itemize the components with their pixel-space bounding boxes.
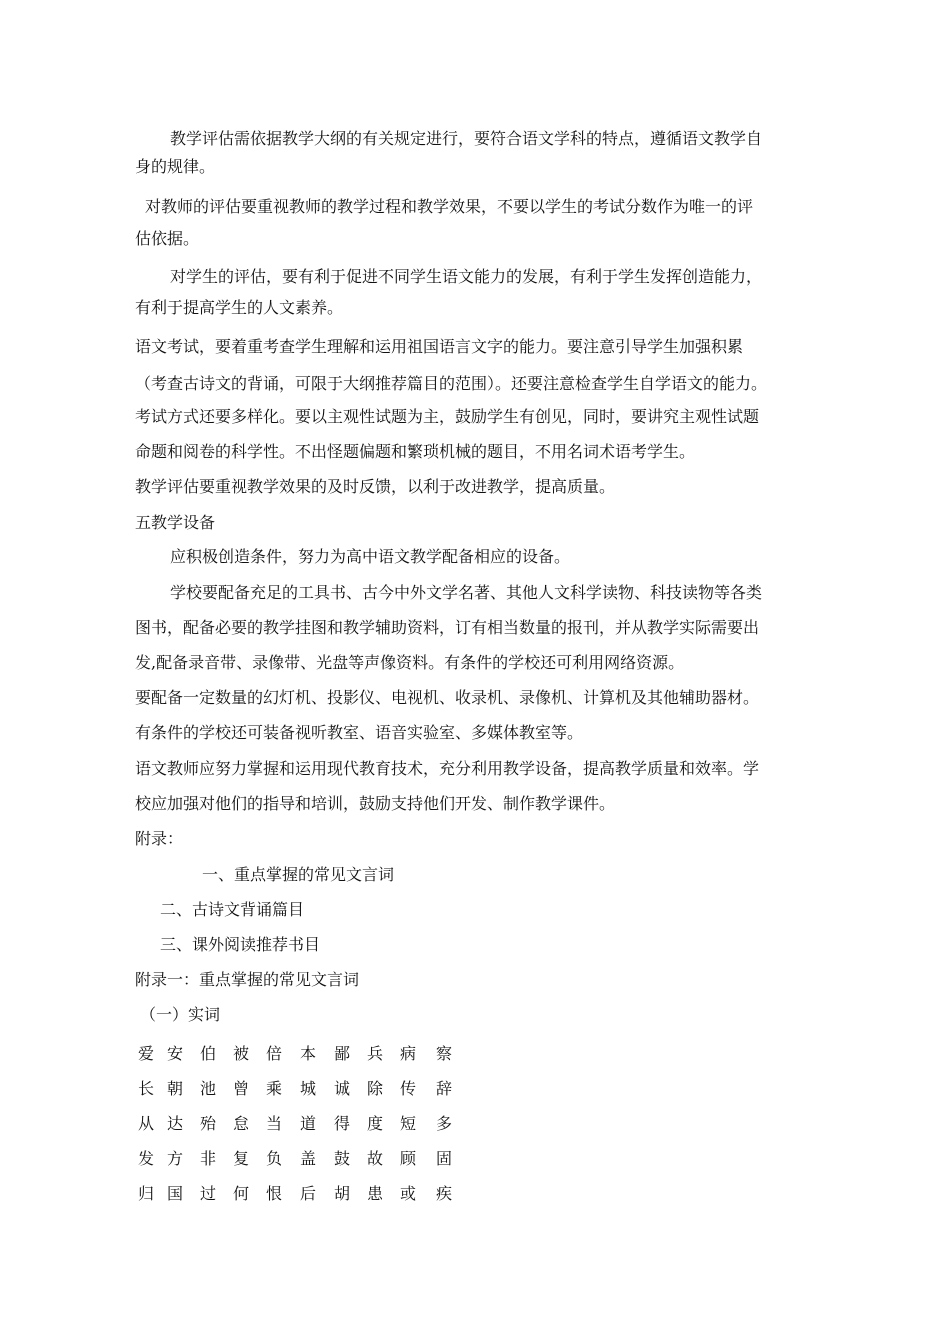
word-char: 发 <box>137 1149 154 1168</box>
word-char: 爱 <box>137 1044 154 1063</box>
word-char: 患 <box>366 1184 383 1203</box>
word-char: 从 <box>137 1114 154 1133</box>
word-char: 诚 <box>333 1079 350 1098</box>
word-char: 鄙 <box>333 1044 350 1063</box>
paragraph-line: 应积极创造条件，努力为高中语文教学配备相应的设备。 <box>170 547 571 566</box>
word-char: 伯 <box>199 1044 216 1063</box>
word-char: 达 <box>166 1114 183 1133</box>
word-char: 怠 <box>232 1114 249 1133</box>
word-char: 非 <box>199 1149 216 1168</box>
word-char: 方 <box>166 1149 183 1168</box>
word-char: 盖 <box>299 1149 316 1168</box>
appendix-title: 附录一：重点掌握的常见文言词 <box>135 970 360 989</box>
word-char: 多 <box>435 1114 452 1133</box>
word-char: 胡 <box>333 1184 350 1203</box>
word-char: 鼓 <box>333 1149 350 1168</box>
word-char: 兵 <box>366 1044 383 1063</box>
word-char: 乘 <box>265 1079 282 1098</box>
word-char: 长 <box>137 1079 154 1098</box>
word-char: 归 <box>137 1184 154 1203</box>
word-char: 疾 <box>435 1184 452 1203</box>
word-char: 何 <box>232 1184 249 1203</box>
word-char: 或 <box>399 1184 416 1203</box>
word-char: 得 <box>333 1114 350 1133</box>
paragraph-line: 校应加强对他们的指导和培训，鼓励支持他们开发、制作教学课件。 <box>135 794 616 813</box>
paragraph-line: 发,配备录音带、录像带、光盘等声像资料。有条件的学校还可利用网络资源。 <box>135 653 685 672</box>
word-char: 察 <box>435 1044 452 1063</box>
word-char: 病 <box>399 1044 416 1063</box>
paragraph-line: 语文教师应努力掌握和运用现代教育技术，充分利用教学设备，提高教学质量和效率。学 <box>135 759 760 778</box>
appendix-heading: 附录： <box>135 829 184 848</box>
word-char: 殆 <box>199 1114 216 1133</box>
word-char: 固 <box>435 1149 452 1168</box>
word-char: 安 <box>166 1044 183 1063</box>
word-char: 道 <box>299 1114 316 1133</box>
word-char: 过 <box>199 1184 216 1203</box>
paragraph-line: 学校要配备充足的工具书、古今中外文学名著、其他人文科学读物、科技读物等各类 <box>170 583 763 602</box>
paragraph-line: 估依据。 <box>135 229 200 248</box>
paragraph-line: 对教师的评估要重视教师的教学过程和教学效果，不要以学生的考试分数作为唯一的评 <box>145 197 754 216</box>
word-char: 倍 <box>265 1044 282 1063</box>
word-char: 本 <box>299 1044 316 1063</box>
word-char: 复 <box>232 1149 249 1168</box>
word-char: 故 <box>366 1149 383 1168</box>
word-char: 朝 <box>166 1079 183 1098</box>
paragraph-line: 考试方式还要多样化。要以主观性试题为主，鼓励学生有创见，同时，要讲究主观性试题 <box>135 407 760 426</box>
word-char: 顾 <box>399 1149 416 1168</box>
paragraph-line: 图书，配备必要的教学挂图和教学辅助资料，订有相当数量的报刊，并从教学实际需要出 <box>135 618 760 637</box>
paragraph-line: 语文考试，要着重考查学生理解和运用祖国语言文字的能力。要注意引导学生加强积累 <box>135 337 744 356</box>
appendix-item: 三、课外阅读推荐书目 <box>160 935 321 954</box>
word-char: 负 <box>265 1149 282 1168</box>
word-char: 曾 <box>232 1079 249 1098</box>
paragraph-line: 有利于提高学生的人文素养。 <box>135 298 344 317</box>
appendix-item: 二、古诗文背诵篇目 <box>160 900 305 919</box>
paragraph-line: 要配备一定数量的幻灯机、投影仪、电视机、收录机、录像机、计算机及其他辅助器材。 <box>135 688 760 707</box>
word-char: 后 <box>299 1184 316 1203</box>
paragraph-line: 教学评估要重视教学效果的及时反馈，以利于改进教学，提高质量。 <box>135 477 616 496</box>
section-heading: 五教学设备 <box>135 513 216 532</box>
paragraph-line: 命题和阅卷的科学性。不出怪题偏题和繁琐机械的题目，不用名词术语考学生。 <box>135 442 696 461</box>
word-char: 池 <box>199 1079 216 1098</box>
word-char: 当 <box>265 1114 282 1133</box>
word-char: 短 <box>399 1114 416 1133</box>
word-char: 恨 <box>265 1184 282 1203</box>
word-char: 除 <box>366 1079 383 1098</box>
word-char: 辞 <box>435 1079 452 1098</box>
word-char: 国 <box>166 1184 183 1203</box>
appendix-item: 一、重点掌握的常见文言词 <box>202 865 395 884</box>
paragraph-line: 教学评估需依据教学大纲的有关规定进行，要符合语文学科的特点，遵循语文教学自 <box>170 129 763 148</box>
word-char: 城 <box>299 1079 316 1098</box>
word-char: 度 <box>366 1114 383 1133</box>
subsection-heading: （一）实词 <box>140 1005 221 1024</box>
word-char: 传 <box>399 1079 416 1098</box>
paragraph-line: 身的规律。 <box>135 157 216 176</box>
paragraph-line: 有条件的学校还可装备视听教室、语音实验室、多媒体教室等。 <box>135 723 584 742</box>
word-char: 被 <box>232 1044 249 1063</box>
paragraph-line: （考查古诗文的背诵，可限于大纲推荐篇目的范围）。还要注意检查学生自学语文的能力。 <box>135 374 768 393</box>
paragraph-line: 对学生的评估，要有利于促进不同学生语文能力的发展，有利于学生发挥创造能力， <box>170 267 763 286</box>
